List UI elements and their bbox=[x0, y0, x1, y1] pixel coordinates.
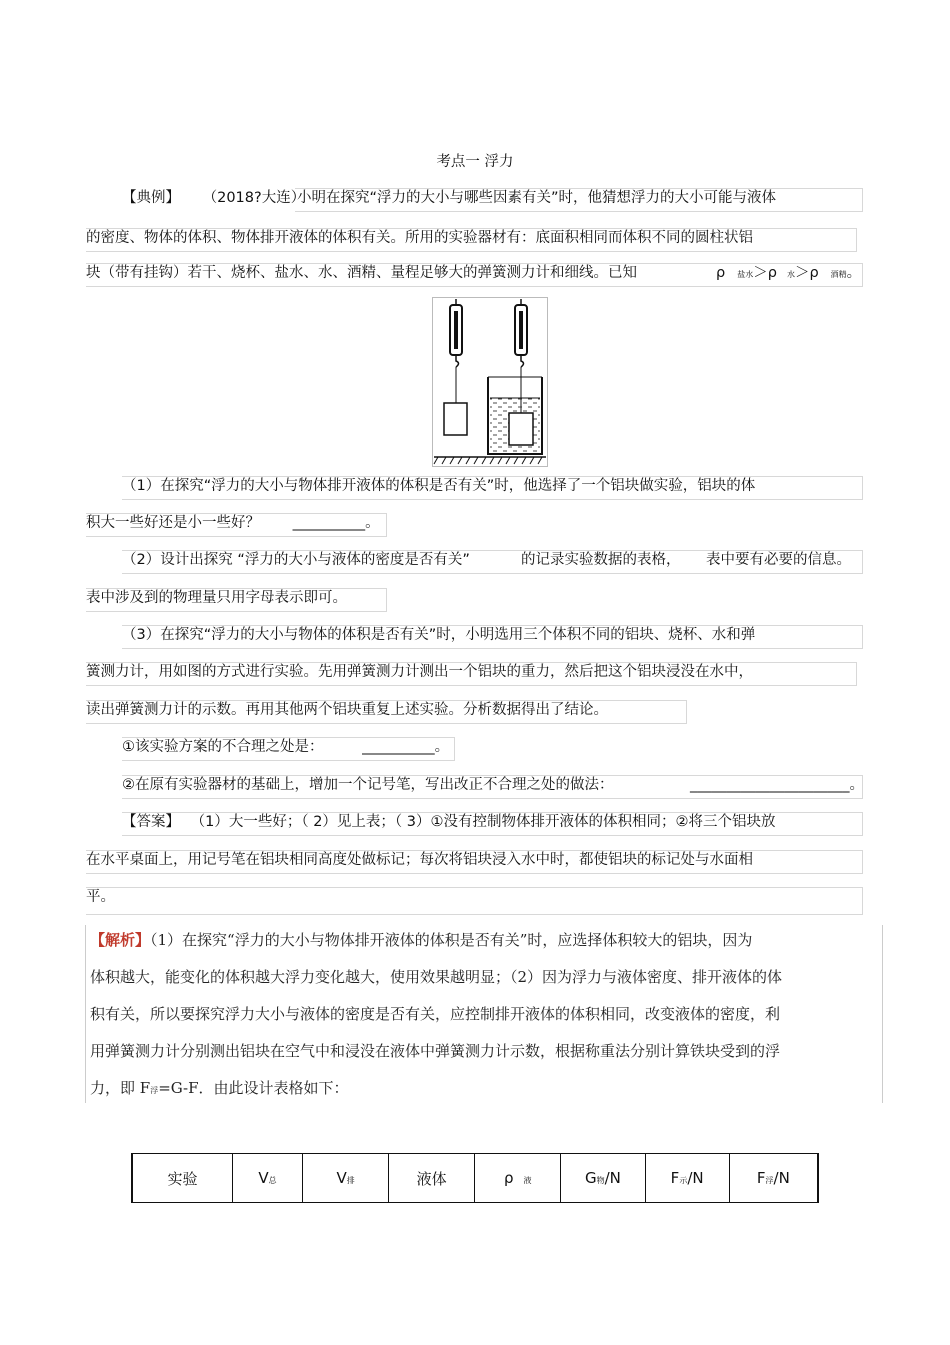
rho-symbol: ρ bbox=[809, 265, 819, 281]
beaker bbox=[488, 377, 542, 454]
period: 。 bbox=[849, 777, 864, 793]
example-source: （2018?大连） bbox=[202, 190, 306, 206]
header-main: V bbox=[336, 1169, 347, 1187]
period: 。 bbox=[846, 265, 862, 281]
q3-line-1: （3）在探究“浮力的大小与物体的体积是否有关”时，小明选用三个体积不同的铝块、烧杯、水和弹 bbox=[122, 627, 756, 643]
rho-symbol: ρ bbox=[767, 265, 777, 281]
example-line-3: 块（带有挂钩）若干、烧杯、盐水、水、酒精、量程足够大的弹簧测力计和细线。已知 bbox=[86, 265, 637, 281]
header-main: ρ bbox=[503, 1169, 514, 1187]
header-main: V bbox=[258, 1169, 269, 1187]
period: 。 bbox=[434, 739, 450, 755]
analysis-line-1 bbox=[90, 930, 752, 950]
table-header-cell bbox=[132, 1154, 232, 1203]
q2-line-2: 表中涉及到的物理量只用字母表示即可。 bbox=[86, 590, 347, 606]
header-suffix: /N bbox=[773, 1169, 790, 1187]
density-relation bbox=[716, 263, 861, 285]
salt-water-subscript: 盐水 bbox=[737, 270, 754, 279]
ground bbox=[434, 457, 546, 464]
analysis-label: 【解析】 bbox=[90, 931, 151, 949]
header-sub: 总 bbox=[268, 1176, 277, 1185]
q3-sub-1-text: ①该实验方案的不合理之处是： bbox=[122, 739, 324, 755]
table-header-cell bbox=[645, 1154, 729, 1203]
q3-line-3: 读出弹簧测力计的示数。再用其他两个铝块重复上述实验。分析数据得出了结论。 bbox=[86, 702, 608, 718]
q2-line-1a: （2）设计出探究 “浮力的大小与液体的密度是否有关” bbox=[122, 552, 470, 568]
q3-sub-1-blank[interactable]: __________ bbox=[362, 739, 435, 755]
header-suffix: /N bbox=[687, 1169, 704, 1187]
answer-line-3: 平。 bbox=[86, 889, 115, 905]
table-header-cell bbox=[389, 1154, 475, 1203]
header-main: 液体 bbox=[416, 1169, 447, 1188]
header-main: 实验 bbox=[167, 1169, 198, 1188]
page-title: 考点一 浮力 bbox=[436, 154, 514, 170]
example-tag bbox=[122, 188, 305, 208]
analysis-line-5 bbox=[90, 1078, 349, 1101]
analysis-line-5-start: 力，即 F bbox=[90, 1079, 151, 1097]
q3-sub-1 bbox=[122, 737, 449, 757]
analysis-line-2: 体积越大，能变化的体积越大浮力变化越大，使用效果越明显；（2）因为浮力与液体密度、排开液体的体 bbox=[90, 968, 783, 986]
q2-line-1c: 表中要有必要的信息。 bbox=[706, 552, 851, 568]
q3-sub-2: ②在原有实验器材的基础上，增加一个记号笔，写出改正不合理之处的做法： bbox=[122, 777, 614, 793]
header-main: F bbox=[670, 1169, 680, 1187]
answer-line-1 bbox=[122, 812, 776, 832]
header-main: F bbox=[756, 1169, 766, 1187]
table-header-cell bbox=[232, 1154, 302, 1203]
right-spring-scale bbox=[515, 299, 527, 413]
analysis-line-3: 积有关，所以要探究浮力大小与液体的密度是否有关，应控制排开液体的体积相同，改变液体的密度，利 bbox=[90, 1005, 781, 1023]
table-header-cell bbox=[303, 1154, 389, 1203]
q1-answer-blank[interactable]: __________ bbox=[292, 515, 366, 531]
q1-line-1: （1）在探究“浮力的大小与物体排开液体的体积是否有关”时，他选择了一个铝块做实验，铝块的体 bbox=[122, 478, 756, 494]
q3-sub-2-blank-wrap bbox=[690, 775, 864, 795]
answer-line-1-text: （1）大一些好；（ 2）见上表；（ 3）①没有控制物体排开液体的体积相同；②将三个铝块放 bbox=[190, 814, 776, 830]
table-header-cell bbox=[729, 1154, 818, 1203]
header-sub: 示 bbox=[679, 1176, 688, 1185]
answer-line-2: 在水平桌面上，用记号笔在铝块相同高度处做标记；每次将铝块浸入水中时，都使铝块的标记处与水面相 bbox=[86, 852, 753, 868]
header-main: G bbox=[584, 1169, 597, 1187]
q3-sub-2-blank[interactable]: ______________________ bbox=[690, 777, 850, 793]
example-line-2: 的密度、物体的体积、物体排开液体的体积有关。所用的实验器材有：底面积相同而体积不同的圆柱状铝 bbox=[86, 230, 753, 246]
answer-label: 【答案】 bbox=[122, 814, 180, 830]
analysis-line-5-end: =G-F．由此设计表格如下： bbox=[158, 1079, 349, 1097]
q3-line-2: 簧测力计，用如图的方式进行实验。先用弹簧测力计测出一个铝块的重力，然后把这个铝块浸没在水中， bbox=[86, 664, 753, 680]
header-suffix: /N bbox=[604, 1169, 621, 1187]
left-spring-scale bbox=[444, 299, 467, 435]
alcohol-subscript: 酒精 bbox=[830, 270, 847, 279]
rho-symbol: ρ bbox=[716, 265, 726, 281]
water-subscript: 水 bbox=[786, 270, 795, 279]
header-sub: 液 bbox=[523, 1176, 532, 1185]
analysis-line-4: 用弹簧测力计分别测出铝块在空气中和浸没在液体中弹簧测力计示数，根据称重法分别计算铁块受到的浮 bbox=[90, 1042, 781, 1060]
header-sub: 物 bbox=[596, 1176, 605, 1185]
experiment-table bbox=[131, 1153, 819, 1203]
greater-than: ＞ bbox=[753, 265, 768, 281]
example-label: 【典例】 bbox=[122, 190, 180, 206]
analysis-line-1-text: （1）在探究“浮力的大小与物体排开液体的体积是否有关”时，应选择体积较大的铝块，因为 bbox=[150, 931, 753, 949]
text-box-frame bbox=[86, 887, 863, 915]
spring-scale-diagram bbox=[432, 297, 548, 467]
q1-question-text: 积大一些好还是小一些好？ bbox=[86, 515, 260, 531]
example-line-1: 小明在探究“浮力的大小与哪些因素有关”时，他猜想浮力的大小可能与液体 bbox=[297, 190, 777, 206]
buoyancy-subscript: 浮 bbox=[150, 1086, 159, 1095]
q2-line-1b: 的记录实验数据的表格， bbox=[521, 552, 681, 568]
table-header-cell bbox=[561, 1154, 645, 1203]
period: 。 bbox=[365, 515, 380, 531]
greater-than: ＞ bbox=[794, 265, 810, 281]
table-header-cell bbox=[475, 1154, 561, 1203]
table-header-row bbox=[132, 1154, 818, 1203]
header-sub: 浮 bbox=[765, 1176, 774, 1185]
q1-line-2 bbox=[86, 513, 380, 533]
header-sub: 排 bbox=[346, 1176, 355, 1185]
